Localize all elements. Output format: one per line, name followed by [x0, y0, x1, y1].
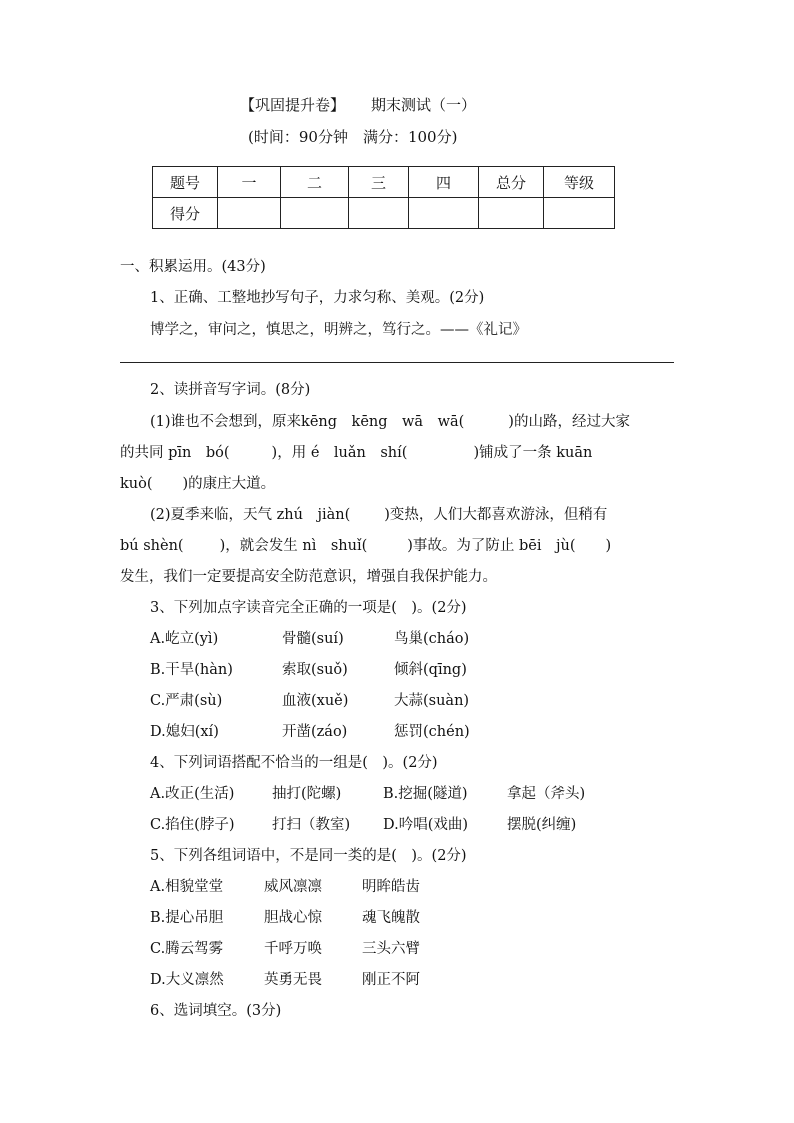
- q2-line-2: [120, 441, 592, 462]
- option-item: A.相貌堂堂: [150, 879, 224, 895]
- option-item: 英勇无畏: [264, 972, 322, 988]
- score-cell: 三: [349, 167, 409, 198]
- option-item: C.掐住(脖子): [150, 817, 235, 833]
- q4-options-row-1[interactable]: [150, 782, 585, 803]
- option-item: 胆战心惊: [264, 910, 322, 926]
- score-cell: 得分: [153, 198, 218, 229]
- q2-text: )铺成了一条 kuān: [473, 445, 593, 461]
- score-table: [152, 166, 615, 229]
- score-input-cell[interactable]: [409, 198, 479, 229]
- score-input-cell[interactable]: [544, 198, 615, 229]
- q2-text: 的共同 pīn bó(: [120, 445, 230, 461]
- q1-stem: 1、正确、工整地抄写句子，力求匀称、美观。(2分): [150, 290, 485, 306]
- score-input-cell[interactable]: [349, 198, 409, 229]
- section-heading: 一、积累运用。(43分): [120, 259, 266, 275]
- q2-text: )，就会发生 nì shuǐ(: [219, 538, 368, 554]
- option-item: 倾斜(qīng): [394, 662, 467, 678]
- option-item: 拿起（斧头): [507, 786, 586, 802]
- option-item: C.严肃(sù): [150, 693, 223, 709]
- option-item: 摆脱(纠缠): [507, 817, 577, 833]
- q5-option-a[interactable]: [150, 875, 420, 896]
- score-table-header-row: [153, 167, 615, 198]
- q5-option-c[interactable]: [150, 937, 420, 958]
- q2-text: (1)谁也不会想到，原来kēng kēng wā wā(: [150, 414, 465, 430]
- q5-option-d[interactable]: [150, 968, 420, 989]
- option-item: D.大义凛然: [150, 972, 224, 988]
- q2-stem: 2、读拼音写字词。(8分): [150, 382, 311, 398]
- score-cell: 一: [218, 167, 281, 198]
- exam-name: 期末测试（一）: [371, 96, 477, 114]
- q2-text: )的康庄大道。: [182, 476, 276, 492]
- score-input-cell[interactable]: [479, 198, 544, 229]
- option-item: B.干旱(hàn): [150, 662, 233, 678]
- q3-stem: 3、下列加点字读音完全正确的一项是( )。(2分): [150, 600, 467, 616]
- option-item: 三头六臂: [362, 941, 420, 957]
- option-item: 打扫（教室): [272, 817, 351, 833]
- q4-stem: 4、下列词语搭配不恰当的一组是( )。(2分): [150, 755, 438, 771]
- q1-quote: 博学之，审问之，慎思之，明辨之，笃行之。——《礼记》: [150, 322, 527, 338]
- q2-line-4: [150, 503, 607, 524]
- option-item: 惩罚(chén): [394, 724, 470, 740]
- score-cell: 四: [409, 167, 479, 198]
- q2-text: )，用 é luǎn shí(: [271, 445, 408, 461]
- score-table-score-row: [153, 198, 615, 229]
- option-item: D.媳妇(xí): [150, 724, 219, 740]
- option-item: 刚正不阿: [362, 972, 420, 988]
- q2-line-1: [150, 410, 630, 431]
- q3-option-c[interactable]: [150, 689, 469, 710]
- option-item: 血液(xuě): [282, 693, 349, 709]
- q3-option-a[interactable]: [150, 627, 469, 648]
- q2-text: kuò(: [120, 476, 153, 492]
- q3-option-d[interactable]: [150, 720, 470, 741]
- option-item: C.腾云驾雾: [150, 941, 224, 957]
- q2-line-3: [120, 472, 275, 493]
- q2-text: )的山路，经过大家: [508, 414, 630, 430]
- option-item: D.吟唱(戏曲): [383, 817, 469, 833]
- q2-text: bú shèn(: [120, 538, 184, 554]
- exam-title: [240, 94, 476, 115]
- option-item: A.屹立(yì): [150, 631, 219, 647]
- option-item: 索取(suǒ): [282, 662, 348, 678]
- q6-stem: 6、选词填空。(3分): [150, 1003, 282, 1019]
- q2-text: ): [605, 538, 612, 554]
- option-item: B.挖掘(隧道): [383, 786, 468, 802]
- option-item: 威风凛凛: [264, 879, 322, 895]
- q1-writing-line[interactable]: [120, 362, 674, 363]
- exam-subtitle: (时间：90分钟 满分：100分): [248, 128, 458, 146]
- q5-option-b[interactable]: [150, 906, 420, 927]
- option-item: 鸟巢(cháo): [394, 631, 470, 647]
- option-item: A.改正(生活): [150, 786, 235, 802]
- q2-text: (2)夏季来临，天气 zhú jiàn(: [150, 507, 351, 523]
- option-item: 大蒜(suàn): [394, 693, 470, 709]
- q3-option-b[interactable]: [150, 658, 467, 679]
- q2-line-5: [120, 534, 611, 555]
- q5-stem: 5、下列各组词语中，不是同一类的是( )。(2分): [150, 848, 467, 864]
- q2-text: )事故。为了防止 bēi jù(: [407, 538, 576, 554]
- score-cell: 题号: [153, 167, 218, 198]
- score-cell: 等级: [544, 167, 615, 198]
- option-item: 千呼万唤: [264, 941, 322, 957]
- option-item: 魂飞魄散: [362, 910, 420, 926]
- score-input-cell[interactable]: [218, 198, 281, 229]
- q4-options-row-2[interactable]: [150, 813, 576, 834]
- option-item: B.提心吊胆: [150, 910, 224, 926]
- option-item: 骨髓(suí): [282, 631, 344, 647]
- exam-badge: 【巩固提升卷】: [240, 96, 346, 114]
- option-item: 明眸皓齿: [362, 879, 420, 895]
- q2-line-6: 发生，我们一定要提高安全防范意识，增强自我保护能力。: [120, 569, 497, 585]
- score-cell: 总分: [479, 167, 544, 198]
- option-item: 抽打(陀螺): [272, 786, 342, 802]
- q2-text: )变热，人们大都喜欢游泳，但稍有: [384, 507, 608, 523]
- score-cell: 二: [281, 167, 349, 198]
- option-item: 开凿(záo): [282, 724, 348, 740]
- score-input-cell[interactable]: [281, 198, 349, 229]
